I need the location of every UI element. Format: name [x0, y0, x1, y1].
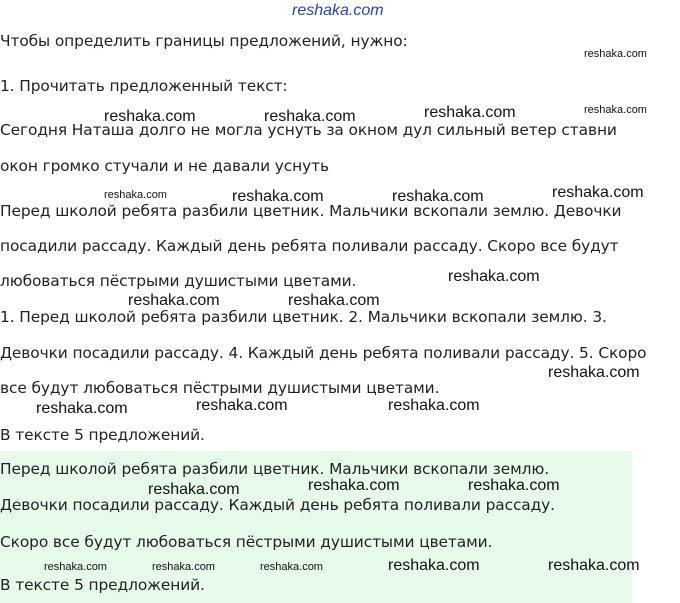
- site-link[interactable]: reshaka.com: [292, 2, 384, 19]
- watermark: reshaka.com: [548, 557, 640, 574]
- task-line-1: Перед школой ребята разбили цветник. Мальчики вскопали землю. Девочки: [0, 202, 622, 220]
- watermark: reshaka.com: [388, 397, 480, 414]
- watermark: reshaka.com: [468, 477, 560, 494]
- sample-line-1: Сегодня Наташа долго не могла уснуть за окном дул сильный ветер ставни: [0, 121, 617, 139]
- answer-line-3: Скоро все будут любоваться пёстрыми душистыми цветами.: [0, 533, 493, 551]
- intro-text: Чтобы определить границы предложений, нужно:: [0, 32, 408, 50]
- answer-line-4: В тексте 5 предложений.: [0, 576, 205, 594]
- watermark: reshaka.com: [152, 561, 215, 573]
- watermark: reshaka.com: [196, 397, 288, 414]
- watermark: reshaka.com: [288, 292, 380, 309]
- numbered-line-1: 1. Перед школой ребята разбили цветник. 2. Мальчики вскопали землю. 3.: [0, 308, 607, 326]
- watermark: reshaka.com: [264, 108, 356, 125]
- watermark: reshaka.com: [148, 481, 240, 498]
- numbered-line-3: все будут любоваться пёстрыми душистыми цветами.: [0, 379, 440, 397]
- watermark: reshaka.com: [36, 400, 128, 417]
- answer-line-2: Девочки посадили рассаду. Каждый день ребята поливали рассаду.: [0, 496, 555, 514]
- answer-line-1: Перед школой ребята разбили цветник. Мальчики вскопали землю.: [0, 460, 549, 478]
- task-line-2: посадили рассаду. Каждый день ребята поливали рассаду. Скоро все будут: [0, 237, 619, 255]
- watermark: reshaka.com: [104, 108, 196, 125]
- sample-line-2: окон громко стучали и не давали уснуть: [0, 157, 329, 175]
- watermark: reshaka.com: [552, 184, 644, 201]
- watermark: reshaka.com: [424, 104, 516, 121]
- watermark: reshaka.com: [548, 364, 640, 381]
- watermark: reshaka.com: [584, 104, 647, 116]
- watermark: reshaka.com: [448, 268, 540, 285]
- watermark: reshaka.com: [232, 188, 324, 205]
- watermark: reshaka.com: [584, 48, 647, 60]
- sentence-count: В тексте 5 предложений.: [0, 426, 205, 444]
- task-line-3: любоваться пёстрыми душистыми цветами.: [0, 272, 357, 290]
- watermark: reshaka.com: [44, 561, 107, 573]
- watermark: reshaka.com: [392, 188, 484, 205]
- watermark: reshaka.com: [260, 561, 323, 573]
- watermark: reshaka.com: [388, 557, 480, 574]
- watermark: reshaka.com: [104, 189, 167, 201]
- step-1-text: 1. Прочитать предложенный текст:: [0, 77, 288, 95]
- watermark: reshaka.com: [308, 477, 400, 494]
- numbered-line-2: Девочки посадили рассаду. 4. Каждый день ребята поливали рассаду. 5. Скоро: [0, 344, 647, 362]
- watermark: reshaka.com: [128, 292, 220, 309]
